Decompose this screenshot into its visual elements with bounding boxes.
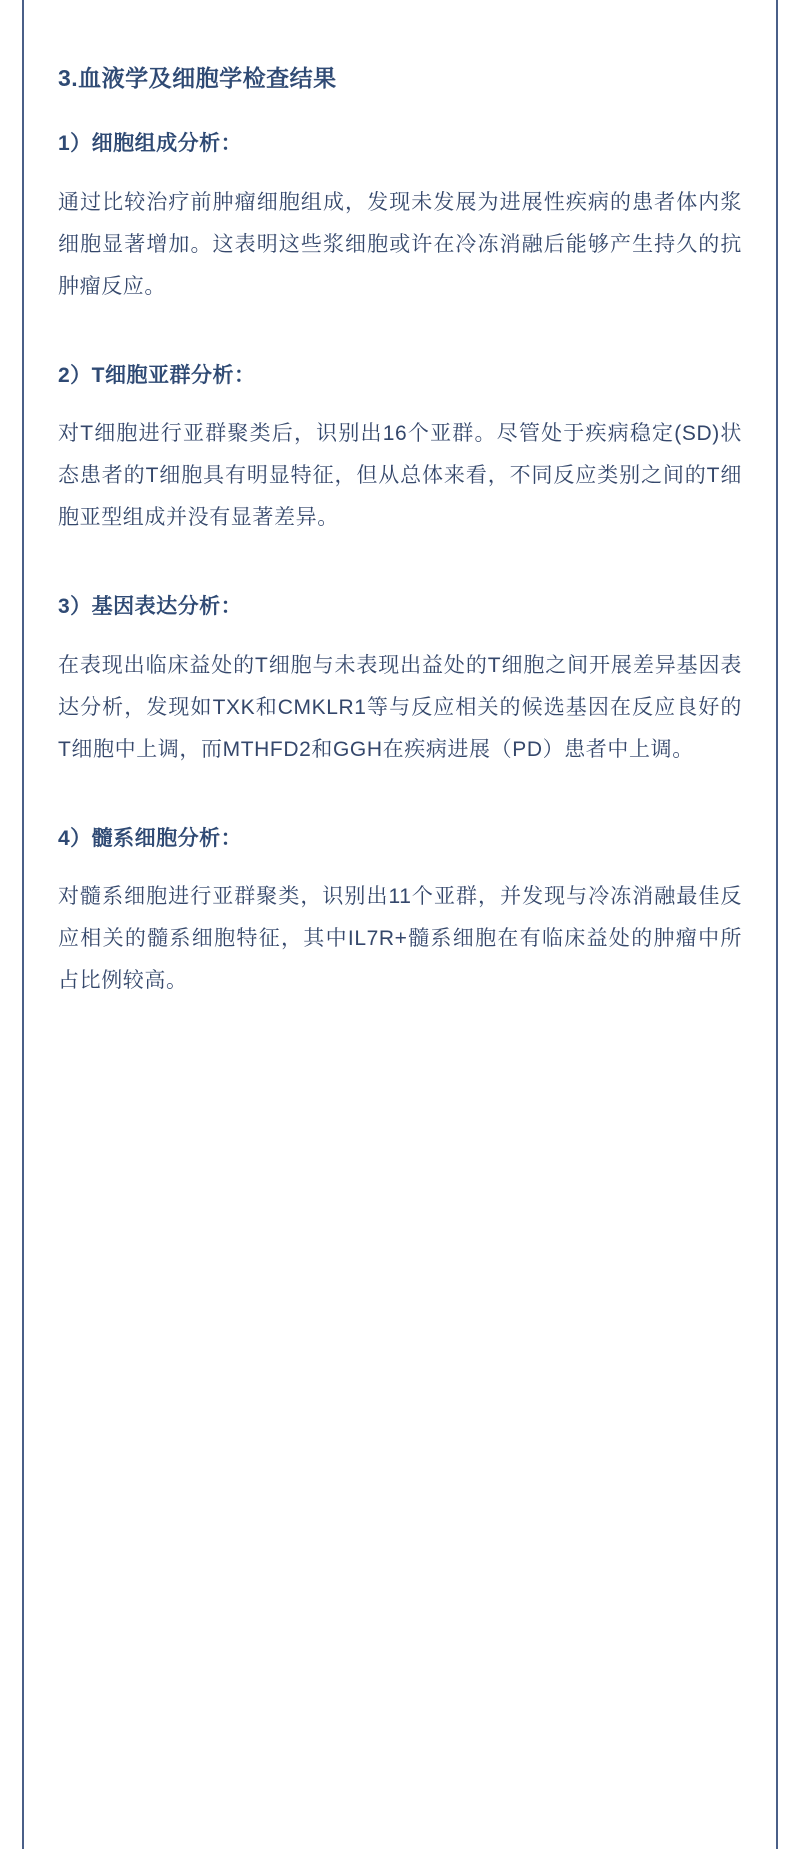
subsection-cell-composition bbox=[58, 128, 742, 308]
right-border-rule bbox=[776, 0, 778, 1849]
subsection-body: 对髓系细胞进行亚群聚类，识别出11个亚群，并发现与冷冻消融最佳反应相关的髓系细胞特征，其中IL7R+髓系细胞在有临床益处的肿瘤中所占比例较高。 bbox=[58, 885, 742, 993]
subsection-title: 4）髓系细胞分析： bbox=[58, 826, 243, 850]
left-border-rule bbox=[22, 0, 24, 1849]
subsection-title: 1）细胞组成分析： bbox=[58, 132, 243, 156]
subsection-body: 在表现出临床益处的T细胞与未表现出益处的T细胞之间开展差异基因表达分析，发现如TXK和CMKLR1等与反应相关的候选基因在反应良好的T细胞中上调，而MTHFD2和GGH在疾病进展（PD）患者中上调。 bbox=[58, 653, 742, 761]
subsection-t-cell-subsets bbox=[58, 360, 742, 540]
subsection-title: 2）T细胞亚群分析： bbox=[58, 363, 256, 387]
subsection-body: 对T细胞进行亚群聚类后，识别出16个亚群。尽管处于疾病稳定(SD)状态患者的T细胞具有明显特征，但从总体来看，不同反应类别之间的T细胞亚型组成并没有显著差异。 bbox=[58, 422, 742, 530]
subsection-gene-expression bbox=[58, 591, 742, 771]
subsection-myeloid-cells bbox=[58, 823, 742, 1003]
subsection-title: 3）基因表达分析： bbox=[58, 595, 243, 619]
section-heading: 3.血液学及细胞学检查结果 bbox=[58, 65, 337, 91]
subsection-body: 通过比较治疗前肿瘤细胞组成，发现未发展为进展性疾病的患者体内浆细胞显著增加。这表明这些浆细胞或许在冷冻消融后能够产生持久的抗肿瘤反应。 bbox=[58, 190, 742, 298]
